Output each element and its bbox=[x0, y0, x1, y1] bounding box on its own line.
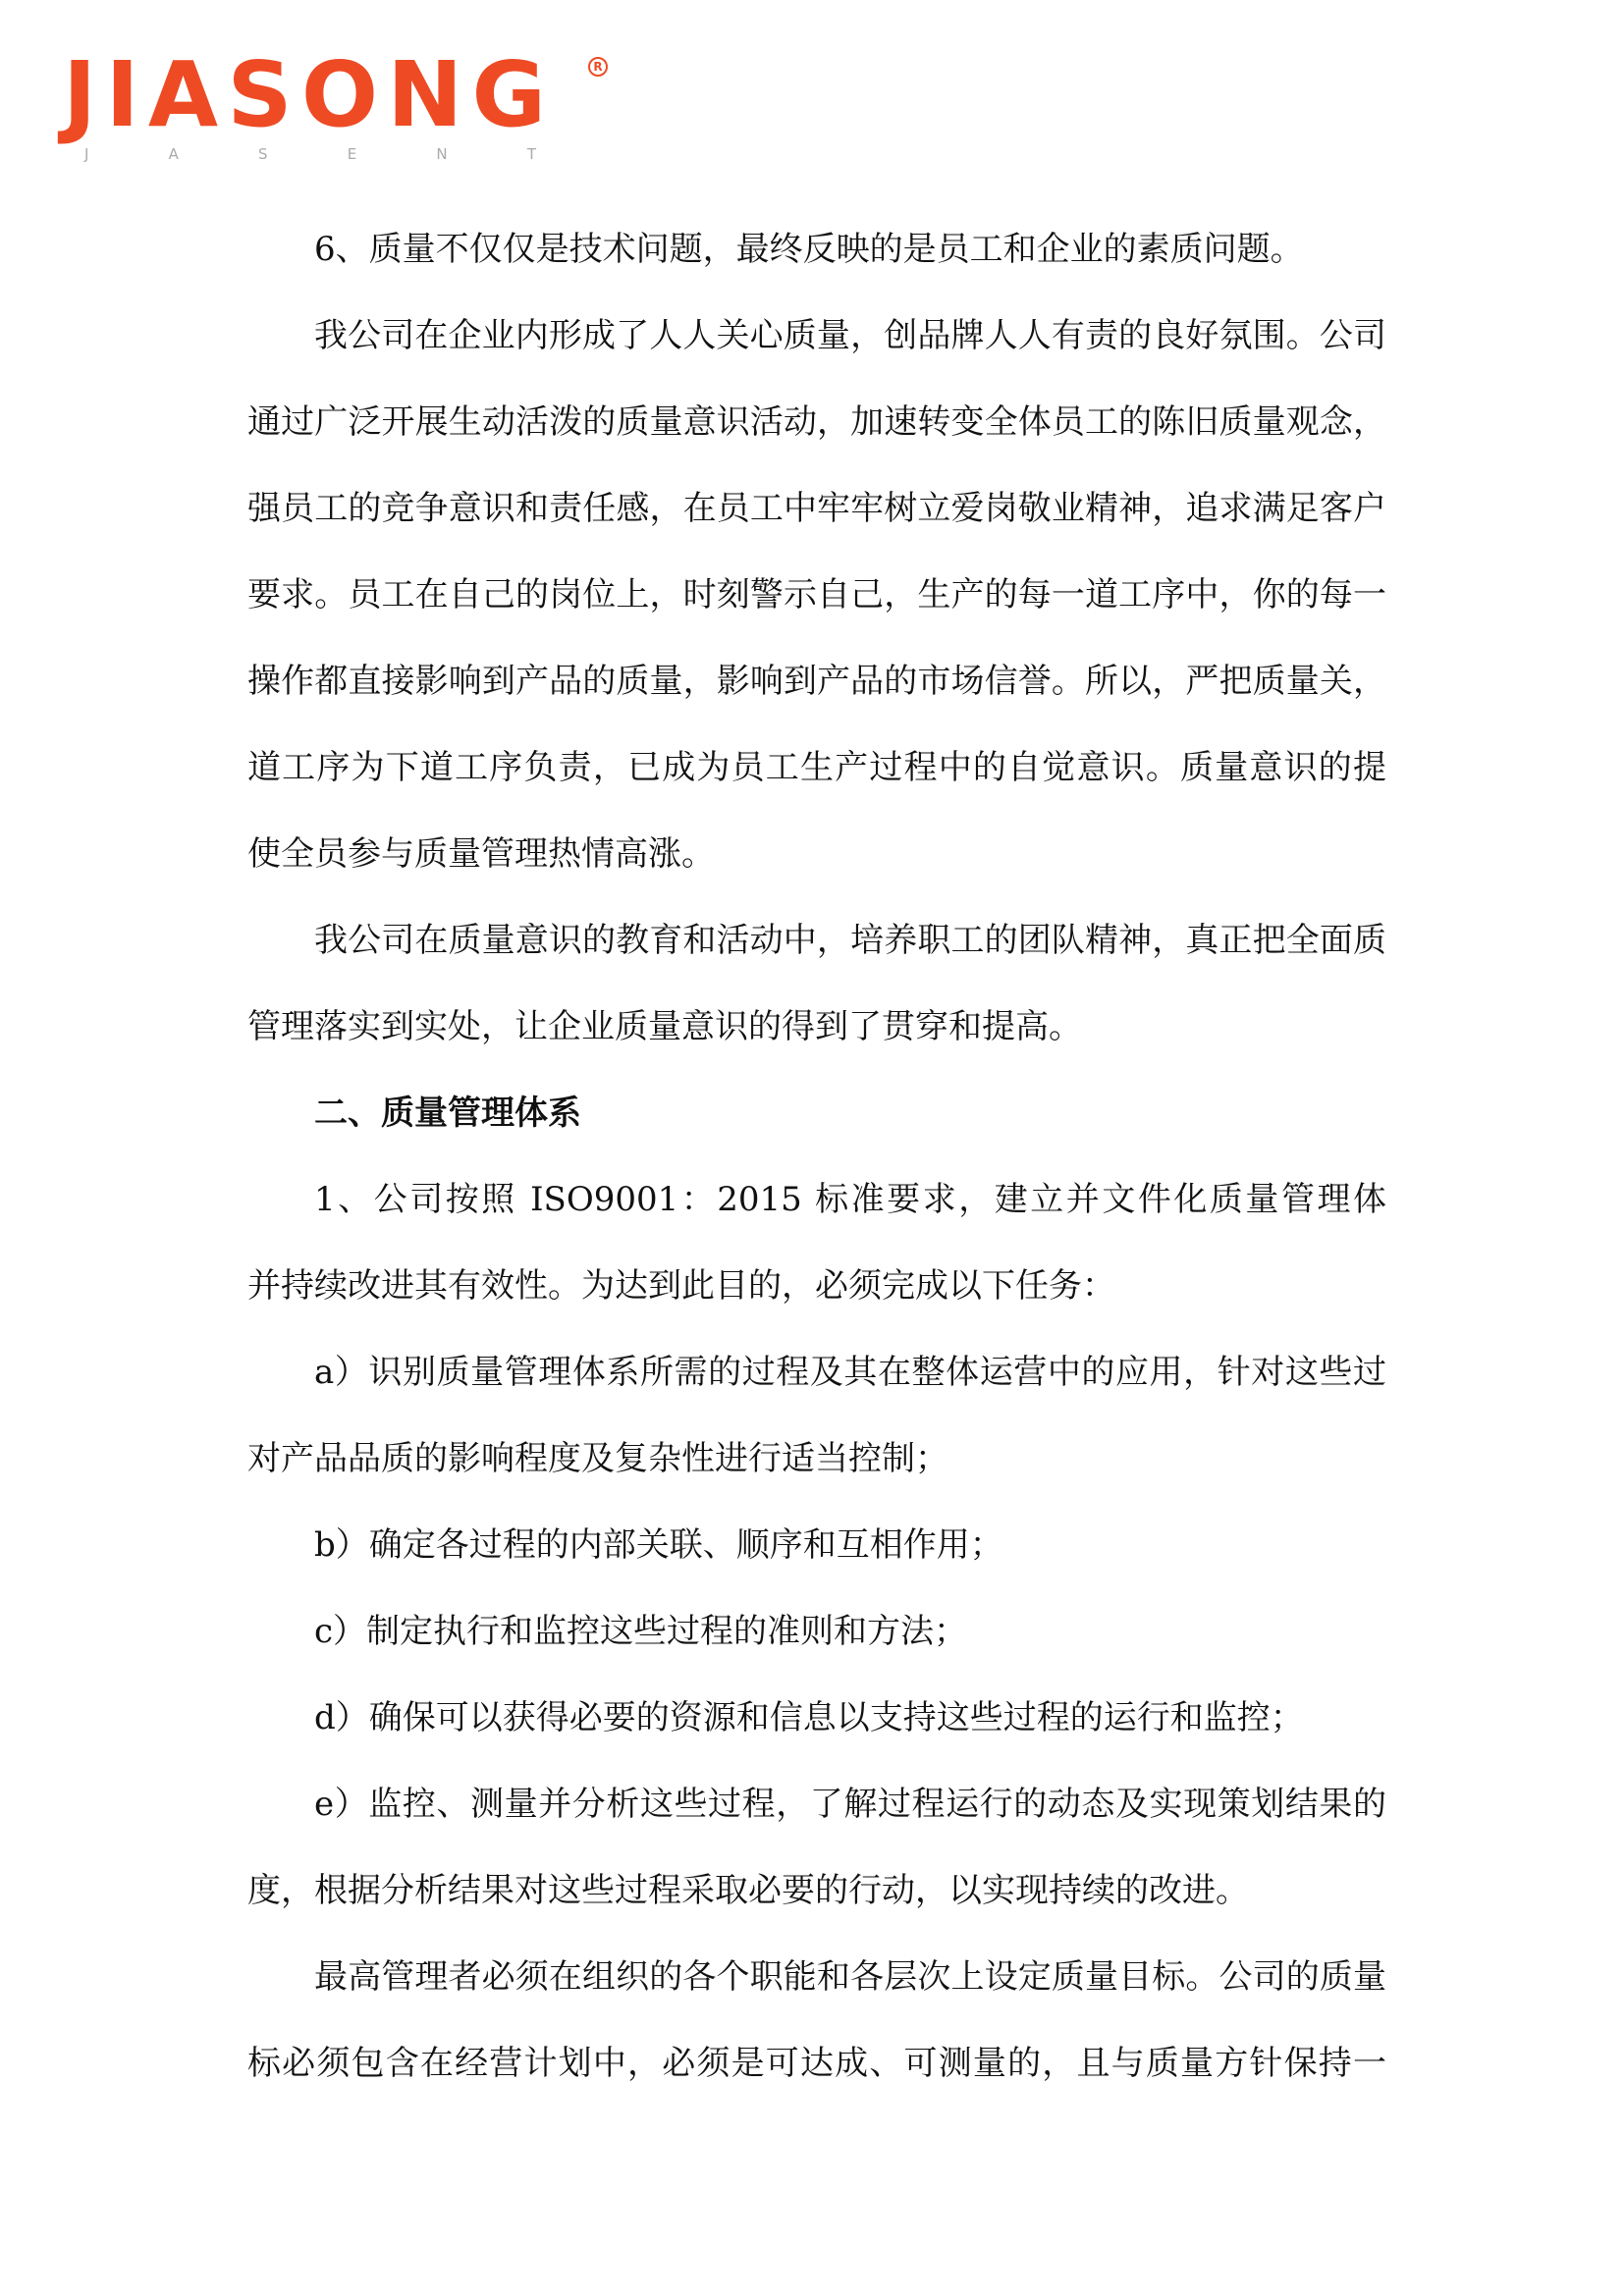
text-line: 道工序为下道工序负责，已成为员工生产过程中的自觉意识。质量意识的提 bbox=[247, 748, 1386, 787]
list-item-e: e）监控、测量并分析这些过程，了解过程运行的动态及实现策划结果的 bbox=[314, 1785, 1386, 1824]
logo-letter: I bbox=[105, 42, 139, 147]
list-item-b: b）确定各过程的内部关联、顺序和互相作用； bbox=[314, 1525, 1003, 1565]
list-item-c: c）制定执行和监控这些过程的准则和方法； bbox=[314, 1612, 968, 1651]
text-line: 1、公司按照 ISO9001：2015 标准要求，建立并文件化质量管理体 bbox=[314, 1180, 1386, 1219]
logo-sub-letter: A bbox=[168, 145, 179, 163]
logo-letter: A bbox=[147, 42, 219, 147]
logo-sub-letter: E bbox=[347, 145, 357, 163]
list-item-a: a）识别质量管理体系所需的过程及其在整体运营中的应用，针对这些过 bbox=[314, 1353, 1386, 1392]
logo-sub-letter: N bbox=[436, 145, 448, 163]
logo-letter: N bbox=[387, 42, 463, 147]
text-line: 要求。员工在自己的岗位上，时刻警示自己，生产的每一道工序中，你的每一 bbox=[247, 575, 1386, 614]
logo-sub-letter: T bbox=[526, 145, 536, 163]
logo-letter: S bbox=[227, 42, 293, 147]
section-heading: 二、质量管理体系 bbox=[314, 1094, 581, 1133]
text-line: 强员工的竞争意识和责任感，在员工中牢牢树立爱岗敬业精神，追求满足客户 bbox=[247, 489, 1386, 528]
logo-sub-letter: J bbox=[84, 145, 89, 163]
text-line: 我公司在企业内形成了人人关心质量，创品牌人人有责的良好氛围。公司 bbox=[314, 316, 1386, 355]
text-line: 标必须包含在经营计划中，必须是可达成、可测量的，且与质量方针保持一 bbox=[247, 2044, 1386, 2083]
text-line: 管理落实到实处，让企业质量意识的得到了贯穿和提高。 bbox=[247, 1007, 1082, 1046]
text-line: 并持续改进其有效性。为达到此目的，必须完成以下任务： bbox=[247, 1266, 1115, 1306]
document-body bbox=[247, 206, 1386, 2107]
logo-letter: J bbox=[63, 42, 97, 147]
logo-wordmark bbox=[63, 42, 546, 147]
text-line: 最高管理者必须在组织的各个职能和各层次上设定质量目标。公司的质量 bbox=[314, 1957, 1386, 1997]
text-line: 我公司在质量意识的教育和活动中，培养职工的团队精神，真正把全面质 bbox=[314, 921, 1386, 960]
logo-letter: G bbox=[471, 42, 546, 147]
text-line: 操作都直接影响到产品的质量，影响到产品的市场信誉。所以，严把质量关， bbox=[247, 662, 1386, 701]
logo-subtitle bbox=[84, 143, 536, 165]
paragraph-heading-item-6: 6、质量不仅仅是技术问题，最终反映的是员工和企业的素质问题。 bbox=[314, 230, 1304, 269]
text-line: 度，根据分析结果对这些过程采取必要的行动，以实现持续的改进。 bbox=[247, 1871, 1249, 1910]
list-item-d: d）确保可以获得必要的资源和信息以支持这些过程的运行和监控； bbox=[314, 1698, 1304, 1737]
text-line: 通过广泛开展生动活泼的质量意识活动，加速转变全体员工的陈旧质量观念， bbox=[247, 402, 1386, 442]
company-logo bbox=[63, 42, 603, 171]
text-line: 使全员参与质量管理热情高涨。 bbox=[247, 834, 715, 874]
text-line: 对产品品质的影响程度及复杂性进行适当控制； bbox=[247, 1439, 948, 1478]
registered-mark-icon: R bbox=[588, 57, 608, 77]
logo-letter: O bbox=[300, 42, 379, 147]
logo-sub-letter: S bbox=[258, 145, 268, 163]
